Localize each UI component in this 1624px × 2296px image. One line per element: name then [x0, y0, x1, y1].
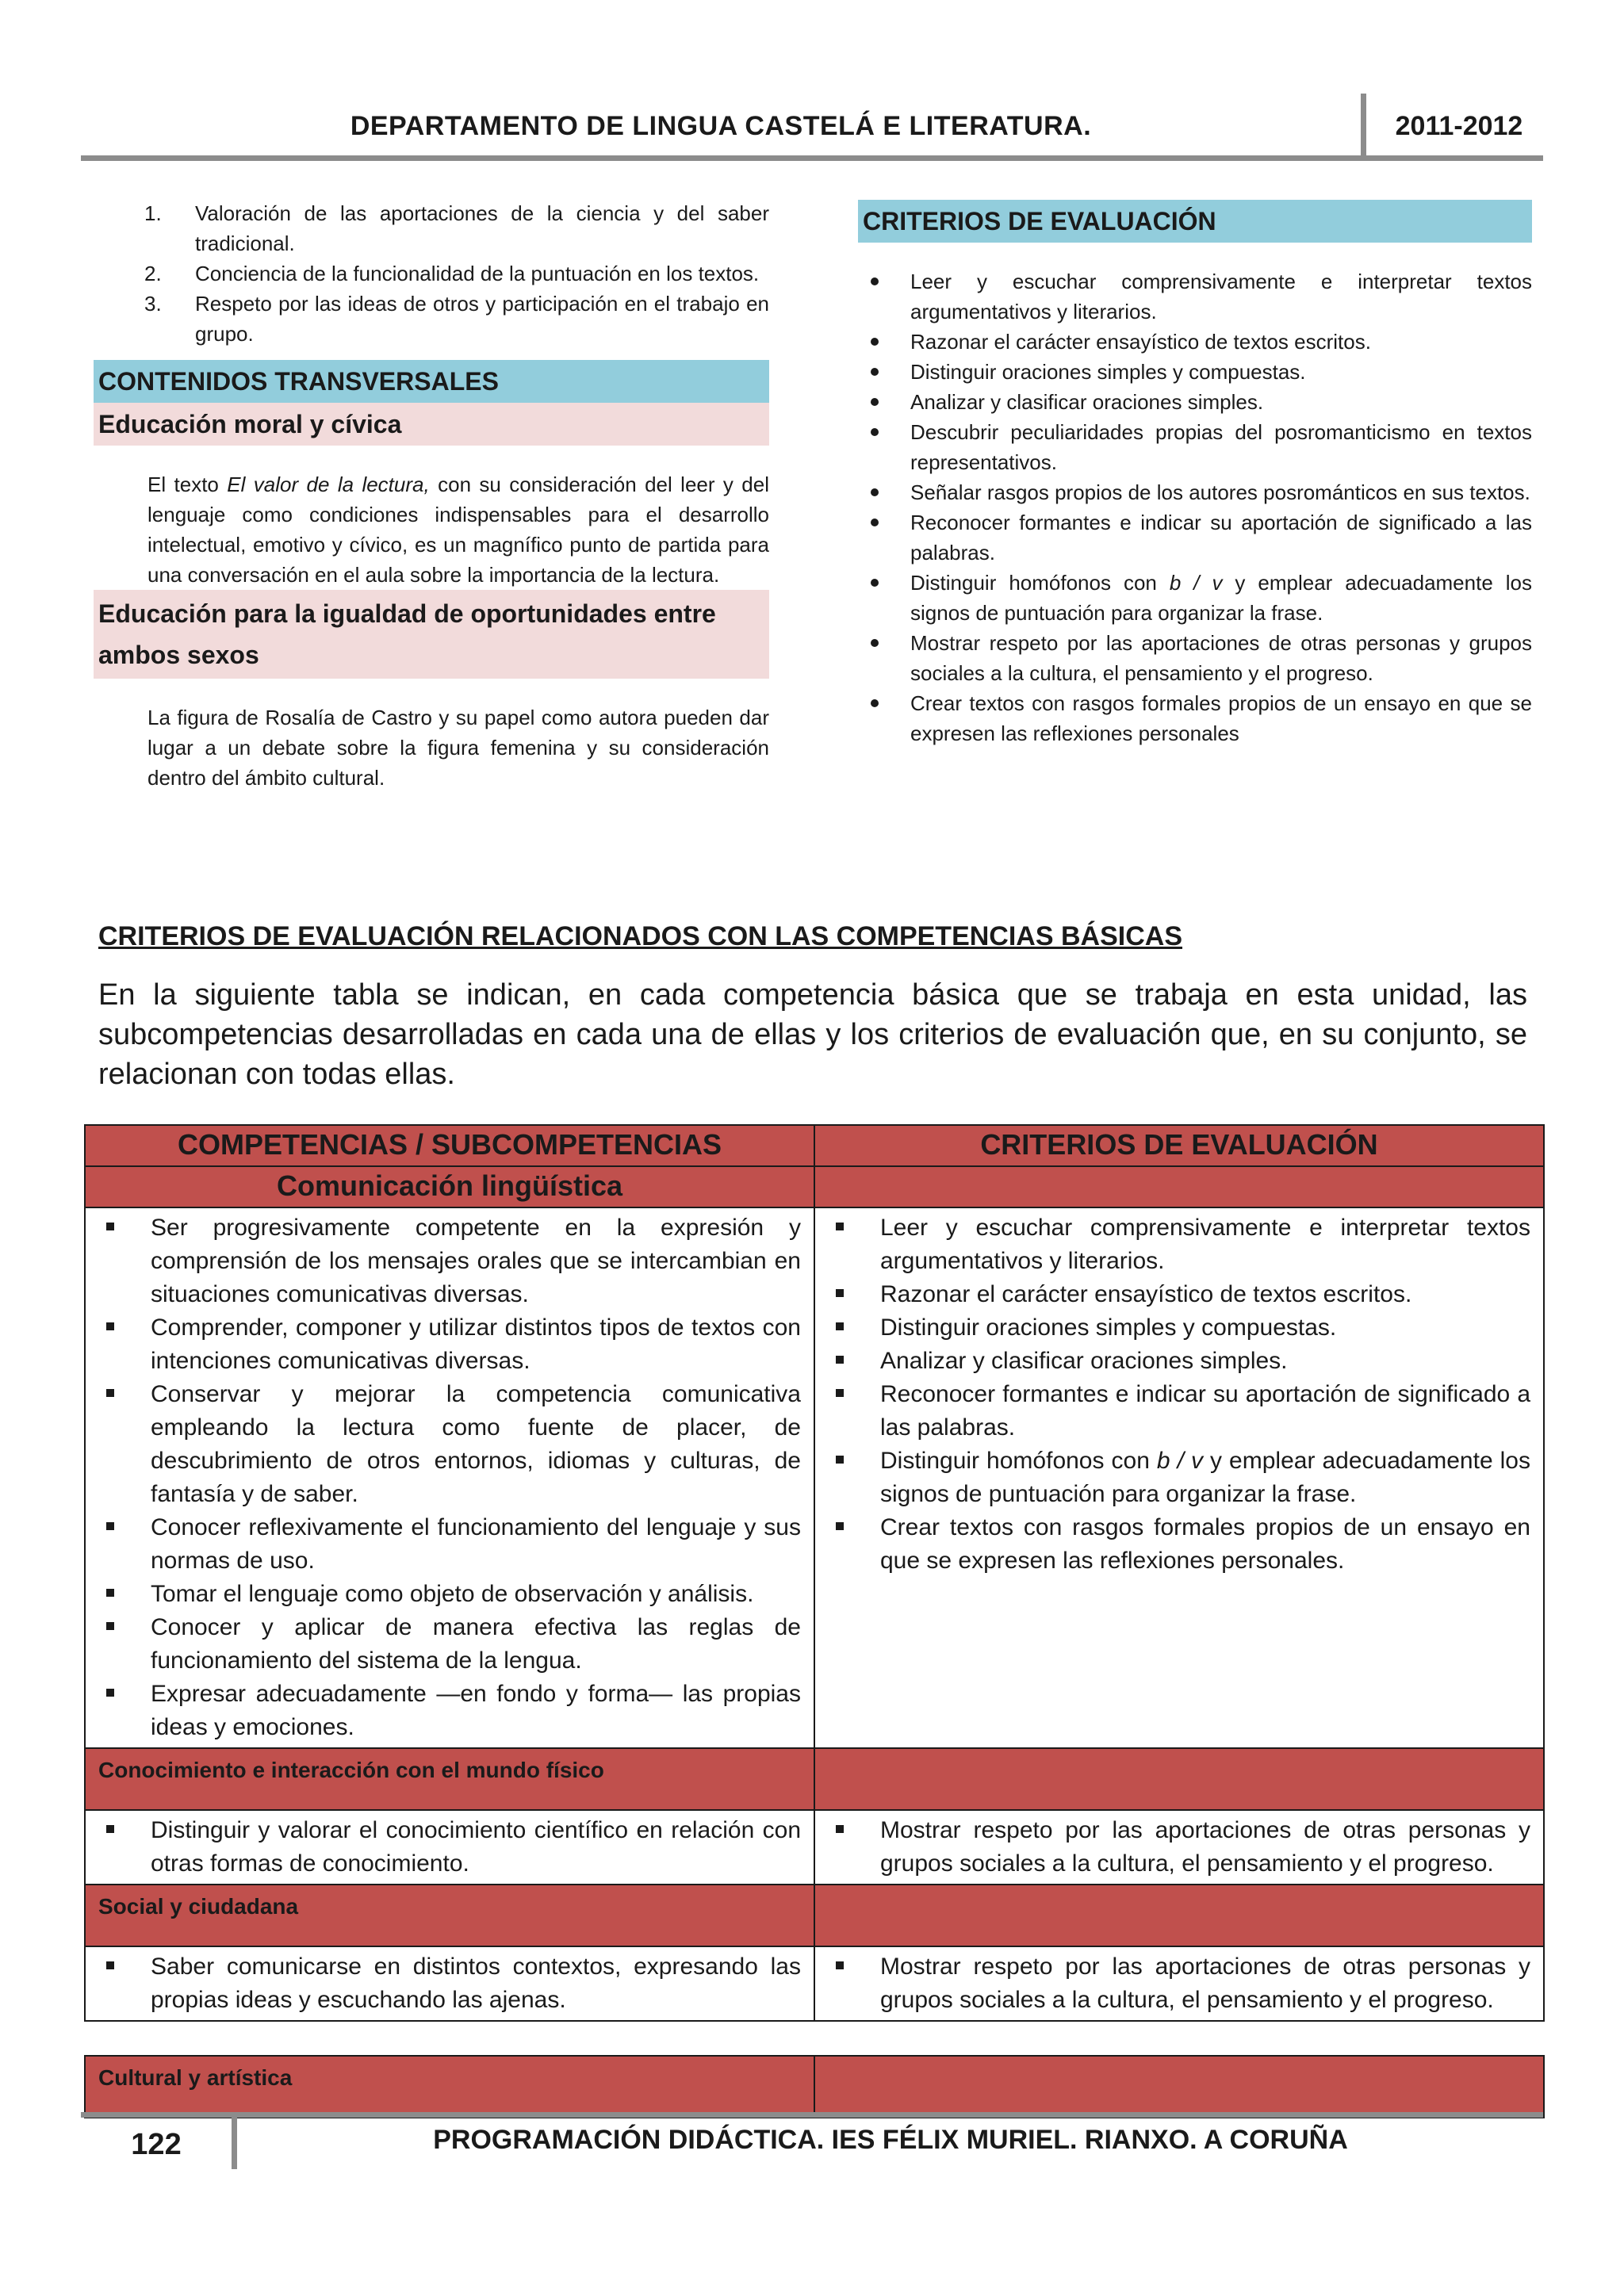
- empty-cell: [814, 1166, 1544, 1207]
- empty-cell: [814, 1885, 1544, 1946]
- bullet-icon: [836, 1356, 844, 1364]
- physical-right-cell: [814, 1810, 1544, 1885]
- list-item: Leer y escuchar comprensivamente e interpretar textos argumentativos y literarios.: [828, 1211, 1530, 1278]
- competencies-table: [84, 1124, 1545, 2118]
- bullet-icon: [836, 1223, 844, 1230]
- moral-paragraph: El texto El valor de la lectura, con su consideración del leer y del lenguaje como condiciones indispensables para el desarrollo intelectual, emotivo y cívico, es un magnífico punto de partida para una conversación en el aula sobre la importancia de la lectura.: [147, 473, 769, 587]
- social-right-cell: [814, 1946, 1544, 2021]
- transversal-heading: CONTENIDOS TRANSVERSALES: [94, 360, 769, 403]
- list-item: Tomar el lenguaje como objeto de observación y análisis.: [98, 1578, 801, 1611]
- list-item: 2. Conciencia de la funcionalidad de la puntuación en los textos.: [144, 262, 760, 285]
- table-header-row: [85, 1125, 1544, 1166]
- list-item: Analizar y clasificar oraciones simples.: [858, 387, 1532, 417]
- header-divider: [1361, 94, 1366, 157]
- list-item: Razonar el carácter ensayístico de textos escritos.: [858, 327, 1532, 357]
- list-item: Expresar adecuadamente —en fondo y forma— las propias ideas y emociones.: [98, 1678, 801, 1744]
- list-item: 3. Respeto por las ideas de otros y participación en el trabajo en grupo.: [144, 292, 769, 346]
- bullet-icon: [871, 488, 879, 496]
- list-item: Mostrar respeto por las aportaciones de otras personas y grupos sociales a la cultura, el pensamiento y el progreso.: [858, 628, 1532, 688]
- col-header-competencies: COMPETENCIAS / SUBCOMPETENCIAS: [85, 1125, 814, 1166]
- bullet-icon: [106, 1322, 114, 1330]
- list-item: Reconocer formantes e indicar su aportación de significado a las palabras.: [828, 1378, 1530, 1445]
- physical-left-cell: [85, 1810, 814, 1885]
- list-item: Distinguir homófonos con b / v y emplear adecuadamente los signos de puntuación para organizar la frase.: [858, 568, 1532, 628]
- bullet-icon: [871, 699, 879, 707]
- list-item: Distinguir y valorar el conocimiento científico en relación con otras formas de conocimiento.: [98, 1814, 801, 1881]
- moral-heading: Educación moral y cívica: [94, 403, 769, 446]
- footer-rule: [81, 2112, 1543, 2118]
- bullet-icon: [836, 1289, 844, 1297]
- right-column: [858, 200, 1532, 748]
- list-item: Crear textos con rasgos formales propios de un ensayo en que se expresen las reflexiones personales: [858, 688, 1532, 748]
- footer-title: PROGRAMACIÓN DIDÁCTICA. IES FÉLIX MURIEL. RIANXO. A CORUÑA: [433, 2125, 1348, 2155]
- list-item: Comprender, componer y utilizar distintos tipos de textos con intenciones comunicativas diversas.: [98, 1311, 801, 1378]
- table-row: [85, 1885, 1544, 1946]
- bullet-icon: [106, 1689, 114, 1697]
- table-row: [85, 1166, 1544, 1207]
- bullet-icon: [871, 277, 879, 285]
- list-item: Analizar y clasificar oraciones simples.: [828, 1345, 1530, 1378]
- list-item: Ser progresivamente competente en la expresión y comprensión de los mensajes orales que se intercambian en situaciones comunicativas diversas.: [98, 1211, 801, 1311]
- empty-cell: [814, 1748, 1544, 1810]
- bullet-icon: [106, 1223, 114, 1230]
- list-item: Conservar y mejorar la competencia comunicativa empleando la lectura como fuente de placer, de descubrimiento de otros entornos, idiomas y culturas, de fantasía y de saber.: [98, 1378, 801, 1511]
- criteria-heading: CRITERIOS DE EVALUACIÓN: [858, 200, 1532, 243]
- list-item: Distinguir homófonos con b / v y emplear adecuadamente los signos de puntuación para organizar la frase.: [828, 1445, 1530, 1511]
- table-gap-row: [85, 2021, 1544, 2056]
- list-item: Distinguir oraciones simples y compuestas.: [858, 357, 1532, 387]
- bullet-icon: [871, 579, 879, 587]
- bullet-icon: [836, 1456, 844, 1464]
- equality-heading: Educación para la igualdad de oportunidades entre ambos sexos: [94, 590, 769, 679]
- table-row: [85, 1810, 1544, 1885]
- cultural-heading: Cultural y artística: [85, 2056, 814, 2118]
- section-title: CRITERIOS DE EVALUACIÓN RELACIONADOS CON LAS COMPETENCIAS BÁSICAS: [98, 921, 1183, 951]
- table-row: [85, 1748, 1544, 1810]
- list-item: Crear textos con rasgos formales propios de un ensayo en que se expresen las reflexiones personales.: [828, 1511, 1530, 1578]
- table-row: [85, 1946, 1544, 2021]
- list-item: Leer y escuchar comprensivamente e interpretar textos argumentativos y literarios.: [858, 266, 1532, 327]
- comm-left-cell: [85, 1207, 814, 1748]
- list-item: Señalar rasgos propios de los autores posrománticos en sus textos.: [858, 477, 1532, 507]
- bullet-icon: [836, 1961, 844, 1969]
- header-year: 2011-2012: [1395, 111, 1523, 141]
- attitudes-list: [94, 198, 769, 349]
- header-title: DEPARTAMENTO DE LINGUA CASTELÁ E LITERATURA.: [350, 111, 1092, 141]
- criteria-list: [858, 266, 1532, 748]
- bullet-icon: [871, 338, 879, 346]
- bullet-icon: [871, 519, 879, 526]
- bullet-icon: [871, 639, 879, 647]
- bullet-icon: [106, 1589, 114, 1597]
- bullet-icon: [106, 1961, 114, 1969]
- col-header-criteria: CRITERIOS DE EVALUACIÓN: [814, 1125, 1544, 1166]
- list-item: Mostrar respeto por las aportaciones de otras personas y grupos sociales a la cultura, el pensamiento y el progreso.: [828, 1814, 1530, 1881]
- comm-heading: Comunicación lingüística: [85, 1166, 814, 1207]
- footer-divider: [232, 2112, 237, 2169]
- bullet-icon: [836, 1825, 844, 1833]
- section-intro: En la siguiente tabla se indican, en cada competencia básica que se trabaja en esta unidad, las subcompetencias desarrolladas en cada una de ellas y los criterios de evaluación que, en su conjunto, se relacionan con todas ellas.: [98, 978, 1527, 1091]
- bullet-icon: [836, 1389, 844, 1397]
- social-heading: Social y ciudadana: [85, 1885, 814, 1946]
- list-item: Conocer y aplicar de manera efectiva las reglas de funcionamiento del sistema de la lengua.: [98, 1611, 801, 1678]
- list-item: Conocer reflexivamente el funcionamiento del lenguaje y sus normas de uso.: [98, 1511, 801, 1578]
- bullet-icon: [871, 398, 879, 406]
- page-number: 122: [131, 2128, 182, 2161]
- equality-paragraph: La figura de Rosalía de Castro y su papel como autora pueden dar lugar a un debate sobre la figura femenina y su consideración dentro del ámbito cultural.: [147, 706, 769, 790]
- list-item: Distinguir oraciones simples y compuestas.: [828, 1311, 1530, 1345]
- left-column: [94, 198, 769, 793]
- social-left-cell: [85, 1946, 814, 2021]
- bullet-icon: [106, 1825, 114, 1833]
- bullet-icon: [836, 1522, 844, 1530]
- bullet-icon: [106, 1522, 114, 1530]
- list-item: Mostrar respeto por las aportaciones de otras personas y grupos sociales a la cultura, el pensamiento y el progreso.: [828, 1950, 1530, 2017]
- list-item: 1. Valoración de las aportaciones de la ciencia y del saber tradicional.: [144, 201, 769, 255]
- bullet-icon: [836, 1322, 844, 1330]
- bullet-icon: [871, 368, 879, 376]
- header-rule: [81, 155, 1543, 161]
- comm-right-cell: [814, 1207, 1544, 1748]
- list-item: Saber comunicarse en distintos contextos, expresando las propias ideas y escuchando las ajenas.: [98, 1950, 801, 2017]
- list-item: Descubrir peculiaridades propias del posromanticismo en textos representativos.: [858, 417, 1532, 477]
- empty-cell: [814, 2056, 1544, 2118]
- bullet-icon: [106, 1622, 114, 1630]
- table-row: [85, 2056, 1544, 2118]
- bullet-icon: [106, 1389, 114, 1397]
- table-row: [85, 1207, 1544, 1748]
- bullet-icon: [871, 428, 879, 436]
- list-item: Razonar el carácter ensayístico de textos escritos.: [828, 1278, 1530, 1311]
- physical-heading: Conocimiento e interacción con el mundo físico: [85, 1748, 814, 1810]
- page-header: [81, 94, 1543, 160]
- list-item: Reconocer formantes e indicar su aportación de significado a las palabras.: [858, 507, 1532, 568]
